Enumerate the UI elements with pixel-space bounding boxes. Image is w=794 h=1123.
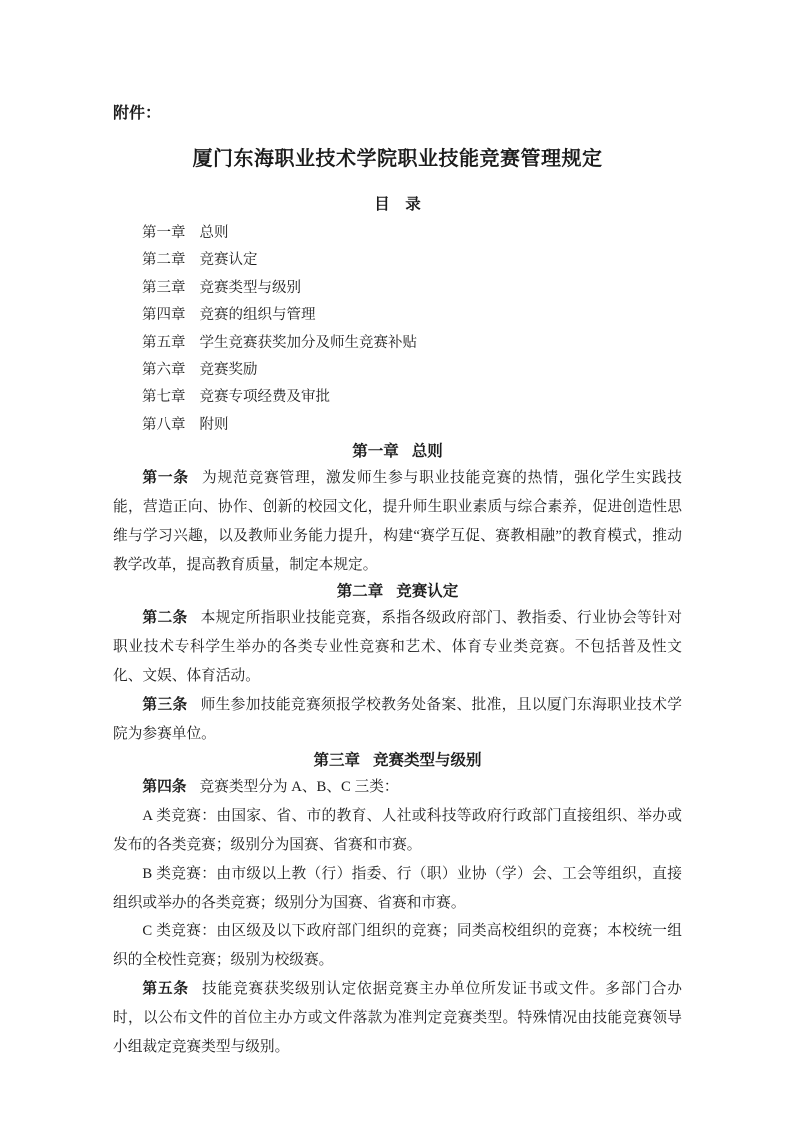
paragraph-article-1	[113, 464, 682, 579]
toc-chapter-title: 竞赛认定	[199, 252, 258, 269]
paragraph-text: 本规定所指职业技能竞赛，系指各级政府部门、教指委、行业协会等针对职业技术专科学生举办的各类专业性竞赛和艺术、体育专业类竞赛。不包括普及性文化、文娱、体育活动。	[113, 610, 682, 685]
article-number: 第二条	[142, 610, 188, 627]
paragraph-text: 竞赛类型分为 A、B、C 三类：	[199, 779, 399, 796]
paragraph-article-5	[113, 975, 682, 1061]
article-number: 第五条	[142, 981, 189, 997]
attachment-label: 附件：	[113, 105, 162, 122]
section-heading	[113, 748, 682, 773]
paragraph-category-c	[113, 917, 682, 975]
paragraph-text: A 类竞赛：由国家、省、市的教育、人社或科技等政府行政部门直接组织、举办或发布的各类竞赛；级别分为国赛、省赛和市赛。	[113, 808, 682, 854]
section-chapter-3	[113, 748, 682, 1061]
paragraph-text: 师生参加技能竞赛须报学校教务处备案、批准，且以厦门东海职业技术学院为参赛单位。	[113, 696, 682, 742]
toc-item-chapter-1	[113, 220, 682, 247]
toc-chapter-title: 竞赛的组织与管理	[199, 307, 316, 324]
toc-chapter-title: 总则	[199, 225, 229, 241]
toc-chapter-number: 第八章	[142, 416, 186, 433]
paragraph-article-3	[113, 691, 682, 749]
table-of-contents	[113, 220, 682, 439]
paragraph-category-b	[113, 860, 682, 918]
section-heading	[113, 439, 682, 464]
toc-item-chapter-5	[113, 330, 682, 357]
toc-chapter-title: 学生竞赛获奖加分及师生竞赛补贴	[199, 334, 417, 351]
toc-chapter-number: 第三章	[142, 279, 186, 296]
document-title: 厦门东海职业技术学院职业技能竞赛管理规定	[192, 148, 603, 170]
toc-item-chapter-6	[113, 357, 682, 384]
article-number: 第四条	[142, 779, 187, 796]
toc-item-chapter-8	[113, 412, 682, 439]
toc-chapter-number: 第二章	[142, 252, 186, 269]
article-number: 第三条	[142, 696, 188, 713]
toc-chapter-number: 第五章	[142, 334, 186, 351]
toc-chapter-number: 第四章	[142, 307, 186, 324]
paragraph-category-a	[113, 802, 682, 860]
toc-item-chapter-7	[113, 384, 682, 411]
toc-item-chapter-4	[113, 302, 682, 329]
section-chapter-2	[113, 579, 682, 748]
toc-heading: 目 录	[374, 196, 421, 213]
paragraph-text: 为规范竞赛管理，激发师生参与职业技能竞赛的热情，强化学生实践技能，营造正向、协作、创新的校园文化，提升师生职业素质与综合素养，促进创造性思维与学习兴趣，以及教师业务能力提升，构建“赛学互促、赛教相融”的教育模式，推动教学改革，提高教育质量，制定本规定。	[113, 470, 682, 573]
toc-item-chapter-2	[113, 247, 682, 274]
section-chapter-title: 竞赛认定	[396, 583, 459, 601]
paragraph-text: B 类竞赛：由市级以上教（行）指委、行（职）业协（学）会、工会等组织，直接组织或举办的各类竞赛；级别分为国赛、省赛和市赛。	[113, 865, 682, 911]
section-chapter-title: 竞赛类型与级别	[373, 752, 482, 770]
paragraph-article-4	[113, 773, 682, 802]
toc-chapter-number: 第六章	[142, 362, 186, 379]
toc-chapter-number: 第一章	[142, 225, 186, 241]
toc-item-chapter-3	[113, 275, 682, 302]
toc-chapter-title: 附则	[199, 416, 229, 433]
section-chapter-number: 第二章	[336, 583, 384, 601]
section-chapter-1	[113, 439, 682, 579]
section-chapter-title: 总则	[411, 443, 443, 461]
toc-chapter-title: 竞赛奖励	[199, 362, 258, 379]
article-number: 第一条	[142, 470, 189, 487]
toc-chapter-title: 竞赛类型与级别	[199, 279, 301, 296]
paragraph-text: C 类竞赛：由区级及以下政府部门组织的竞赛；同类高校组织的竞赛；本校统一组织的全校性竞赛；级别为校级赛。	[113, 923, 682, 969]
toc-chapter-title: 竞赛专项经费及审批	[199, 389, 330, 406]
section-heading	[113, 579, 682, 604]
toc-chapter-number: 第七章	[142, 389, 186, 406]
paragraph-article-2	[113, 604, 682, 690]
paragraph-text: 技能竞赛获奖级别认定依据竞赛主办单位所发证书或文件。多部门合办时，以公布文件的首位主办方或文件落款为准判定竞赛类型。特殊情况由技能竞赛领导小组裁定竞赛类型与级别。	[113, 981, 682, 1055]
section-chapter-number: 第三章	[313, 752, 360, 770]
section-chapter-number: 第一章	[352, 443, 399, 461]
